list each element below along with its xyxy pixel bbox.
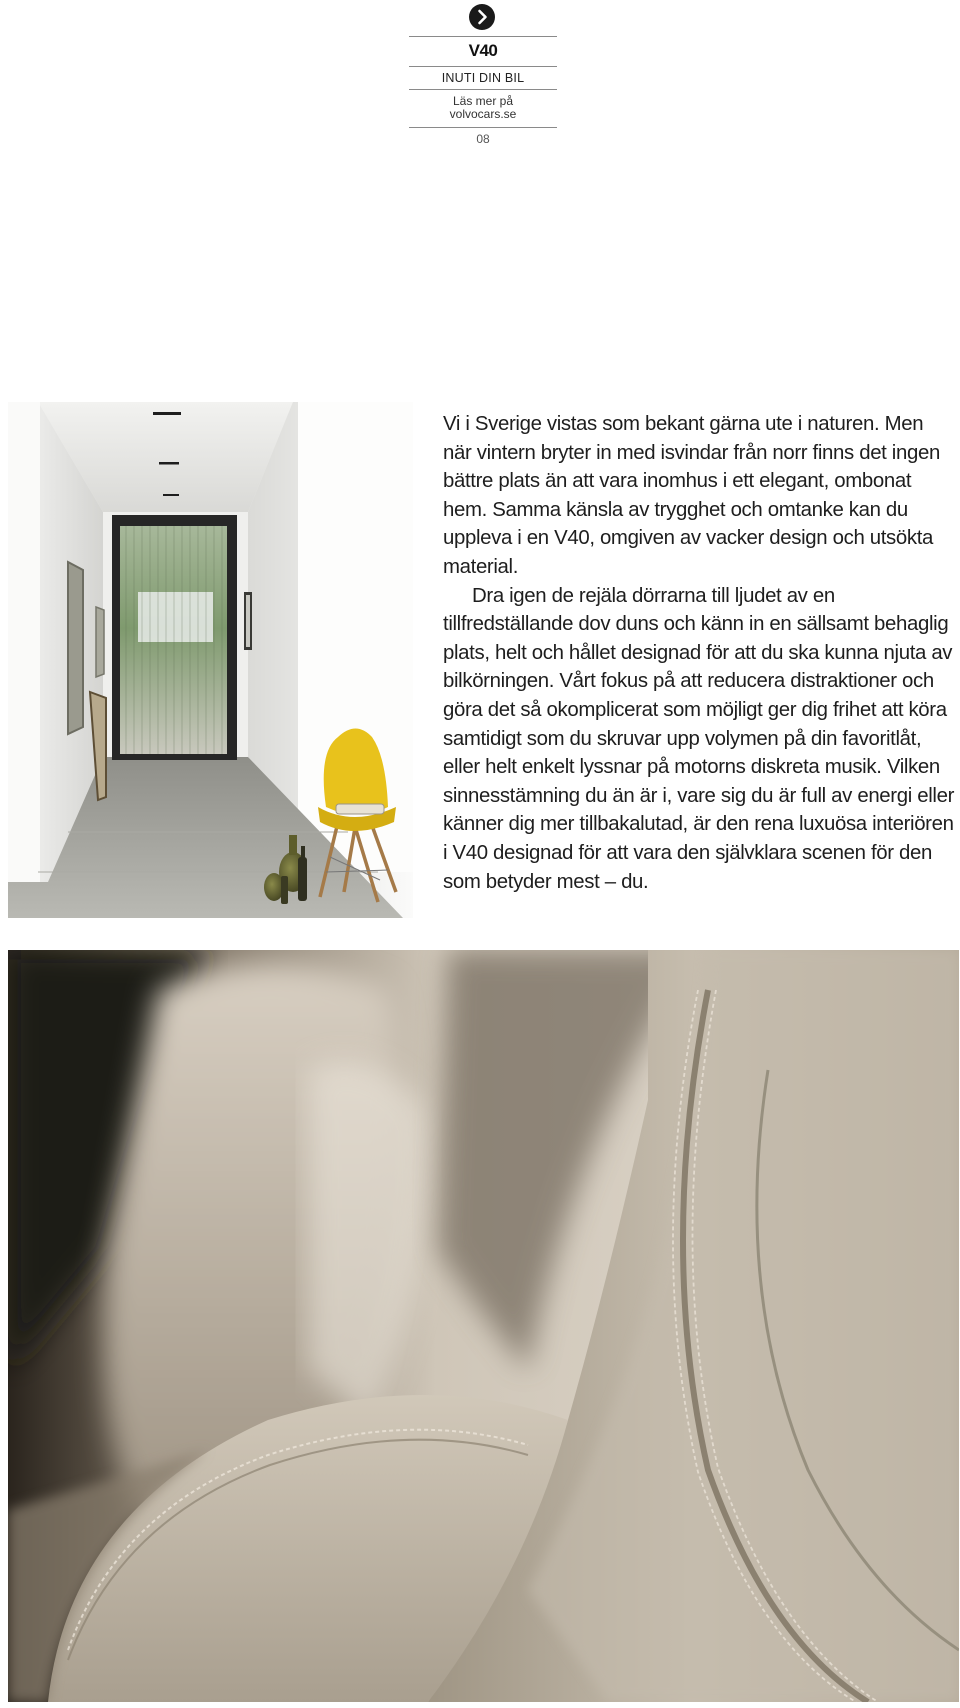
- model-title: V40: [468, 41, 498, 60]
- divider: [409, 36, 557, 37]
- article-body: [443, 410, 955, 896]
- section-title: INUTI DIN BIL: [441, 71, 525, 85]
- read-more-link[interactable]: [409, 95, 557, 121]
- hallway-photo: [8, 402, 413, 918]
- paragraph: Vi i Sverige vistas som bekant gärna ute i naturen. Men när vintern bryter in med isvindar från norr finns det ingen bättre plats än att vara inomhus i ett elegant, ombonat hem. Samma känsla av trygghet och omtanke kan du uppleva i en V40, omgiven av vacker design och utsökta material.: [443, 413, 940, 578]
- page-number: 08: [476, 132, 490, 146]
- read-more-label: Läs mer på: [452, 94, 514, 108]
- divider: [409, 66, 557, 67]
- leather-seat-photo: [8, 950, 959, 1702]
- divider: [409, 89, 557, 90]
- next-page-button[interactable]: [469, 4, 495, 30]
- paragraph: Dra igen de rejäla dörrarna till ljudet av en tillfredställande dov duns och känn in en sällsamt behaglig plats, helt och hållet designad för att du ska kunna njuta av bilkörningen. Vårt fokus på att reducera distraktioner och göra det så okomplicerat som möjligt ger dig frihet att köra samtidigt som du skruvar upp volymen på din favoritlåt, eller helt enkelt lyssnar på motorns diskreta musik. Vilken sinnesstämning du än är i, vare sig du är full av energi eller känner dig mer tillbakalutad, är den rena luxuösa interiören i V40 designad för att vara den självklara scenen för den som betyder mest – du.: [443, 584, 955, 893]
- chevron-right-icon: [469, 4, 495, 30]
- divider: [409, 127, 557, 128]
- read-more-url: volvocars.se: [449, 107, 517, 121]
